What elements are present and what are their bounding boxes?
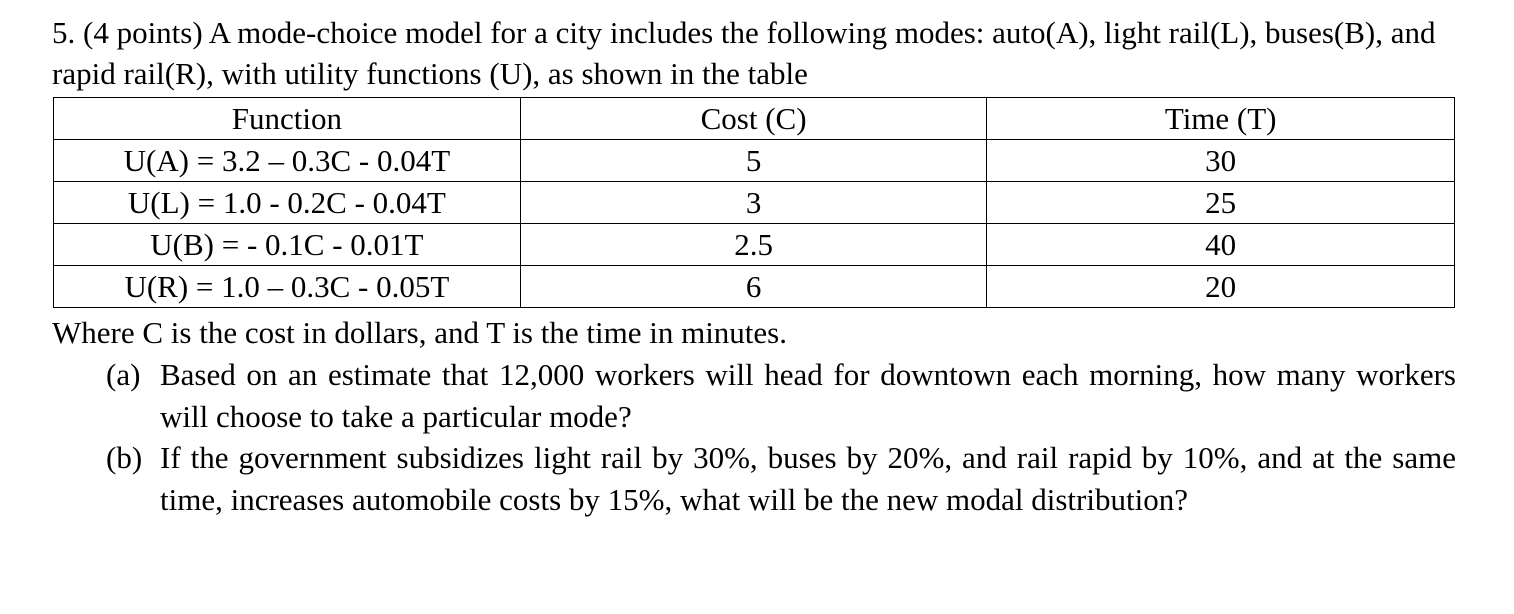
utility-table <box>53 97 1455 308</box>
header-time: Time (T) <box>987 98 1455 140</box>
question-label: (a) <box>106 357 141 392</box>
utility-function-light-rail: U(L) = 1.0 - 0.2C - 0.04T <box>54 182 521 224</box>
time-light-rail: 25 <box>987 182 1455 224</box>
time-auto: 30 <box>987 140 1455 182</box>
table-row <box>54 266 1455 308</box>
time-bus: 40 <box>987 224 1455 266</box>
question-list <box>106 354 1456 520</box>
utility-function-rapid-rail: U(R) = 1.0 – 0.3C - 0.05T <box>54 266 521 308</box>
time-rapid-rail: 20 <box>987 266 1455 308</box>
utility-function-bus: U(B) = - 0.1C - 0.01T <box>54 224 521 266</box>
problem-intro: 5. (4 points) A mode-choice model for a city includes the following modes: auto(A), light rail(L), buses(B), and rapid rail(R), with utility functions (U), as shown in the table <box>52 15 1436 91</box>
header-function: Function <box>54 98 521 140</box>
utility-function-auto: U(A) = 3.2 – 0.3C - 0.04T <box>54 140 521 182</box>
table-header-row <box>54 98 1455 140</box>
cost-auto: 5 <box>520 140 987 182</box>
question-b <box>106 437 1456 520</box>
question-text: Based on an estimate that 12,000 workers will head for downtown each morning, how many workers will choose to take a particular mode? <box>160 357 1456 434</box>
question-a <box>106 354 1456 437</box>
cost-light-rail: 3 <box>520 182 987 224</box>
table-row <box>54 182 1455 224</box>
question-label: (b) <box>106 440 143 475</box>
variable-note: Where C is the cost in dollars, and T is the time in minutes. <box>52 315 787 350</box>
table-row <box>54 224 1455 266</box>
table-row <box>54 140 1455 182</box>
cost-bus: 2.5 <box>520 224 987 266</box>
cost-rapid-rail: 6 <box>520 266 987 308</box>
question-text: If the government subsidizes light rail by 30%, buses by 20%, and rail rapid by 10%, and at the same time, increases automobile costs by 15%, what will be the new modal distribution? <box>160 440 1456 517</box>
header-cost: Cost (C) <box>520 98 987 140</box>
